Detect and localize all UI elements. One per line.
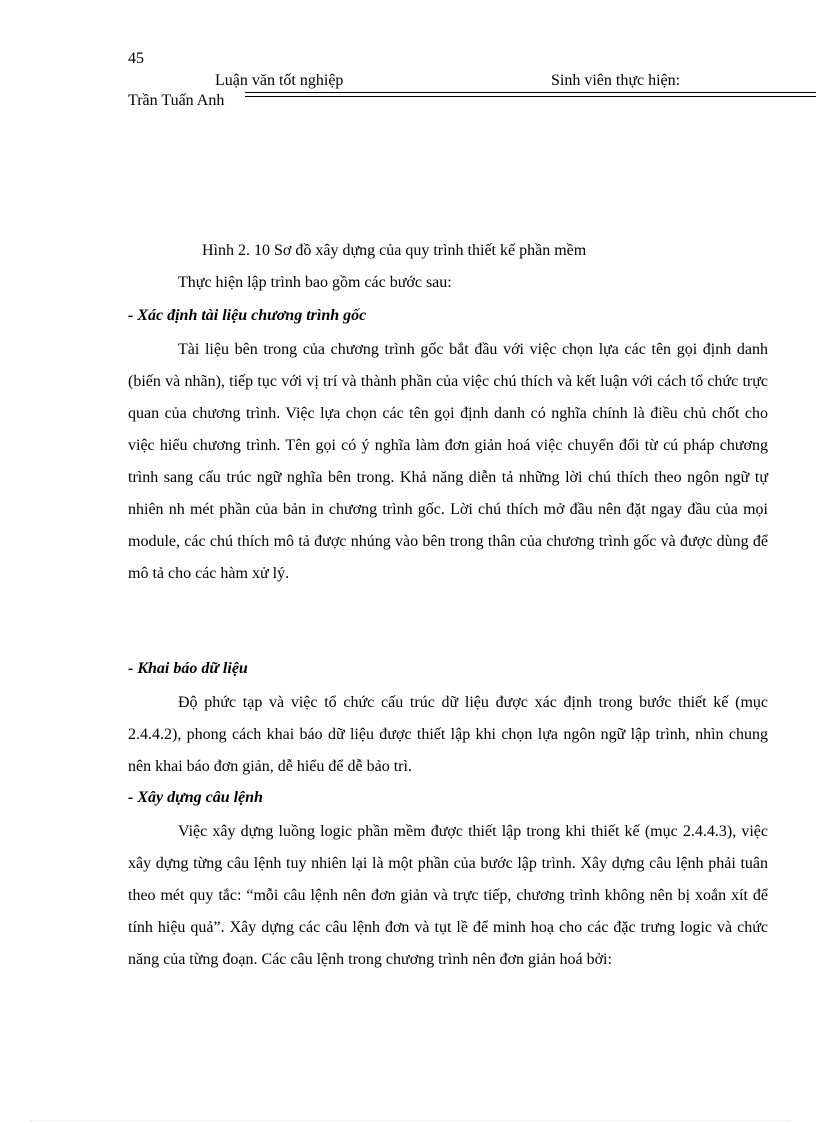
- page-bottom-border: [30, 1120, 790, 1121]
- header-divider: [245, 92, 816, 97]
- header-student-label: Sinh viên thực hiện:: [551, 72, 681, 89]
- page-number: 45: [128, 50, 144, 67]
- section-heading-statement-construction: - Xây dựng câu lệnh: [128, 789, 263, 806]
- header-thesis-title: Luận văn tốt nghiệp: [215, 72, 344, 89]
- section-heading-data-declaration: - Khai báo dữ liệu: [128, 660, 248, 677]
- section-paragraph-statement-construction: Việc xây dựng luồng logic phần mềm được thiết lập trong khi thiết kế (mục 2.4.4.3), việc xây dựng từng câu lệnh tuy nhiên lại là một phần của bước lập trình. Xây dựng câu lệnh phải tuân theo mét quy tắc: “mỗi câu lệnh nên đơn giản và trực tiếp, chương trình không nên bị xoắn xít để tính hiệu quả”. Xây dựng các câu lệnh đơn và tụt lề để minh hoạ cho các đặc trưng logic và chức năng của từng đoạn. Các câu lệnh trong chương trình nên đơn giản hoá bởi:: [128, 823, 768, 968]
- header-author: Trần Tuấn Anh: [128, 92, 225, 109]
- figure-caption: Hình 2. 10 Sơ đồ xây dựng của quy trình thiết kế phần mềm: [202, 242, 587, 259]
- intro-text: Thực hiện lập trình bao gồm các bước sau:: [178, 274, 452, 291]
- section-heading-source-docs: - Xác định tài liệu chương trình gốc: [128, 307, 367, 324]
- section-paragraph-source-docs: Tài liệu bên trong của chương trình gốc bắt đầu với việc chọn lựa các tên gọi định danh (biến và nhãn), tiếp tục với vị trí và thành phần của việc chú thích và kết luận với cách tổ chức trực quan của chương trình. Việc lựa chọn các tên gọi định danh có nghĩa chính là điều chủ chốt cho việc hiểu chương trình. Tên gọi có ý nghĩa làm đơn giản hoá việc chuyển đổi từ cú pháp chương trình sang cấu trúc ngữ nghĩa bên trong. Khả năng diễn tả những lời chú thích theo ngôn ngữ tự nhiên nh mét phần của bản in chương trình gốc. Lời chú thích mở đầu nên đặt ngay đầu của mọi module, các chú thích mô tả được nhúng vào bên trong thân của chương trình gốc và được dùng để mô tả cho các hàm xử lý.: [128, 341, 768, 582]
- section-paragraph-data-declaration: Độ phức tạp và việc tổ chức cấu trúc dữ liệu được xác định trong bước thiết kế (mục 2.4.4.2), phong cách khai báo dữ liệu được thiết lập khi chọn lựa ngôn ngữ lập trình, nhìn chung nên khai báo đơn giản, dễ hiểu để dễ bảo trì.: [128, 694, 768, 775]
